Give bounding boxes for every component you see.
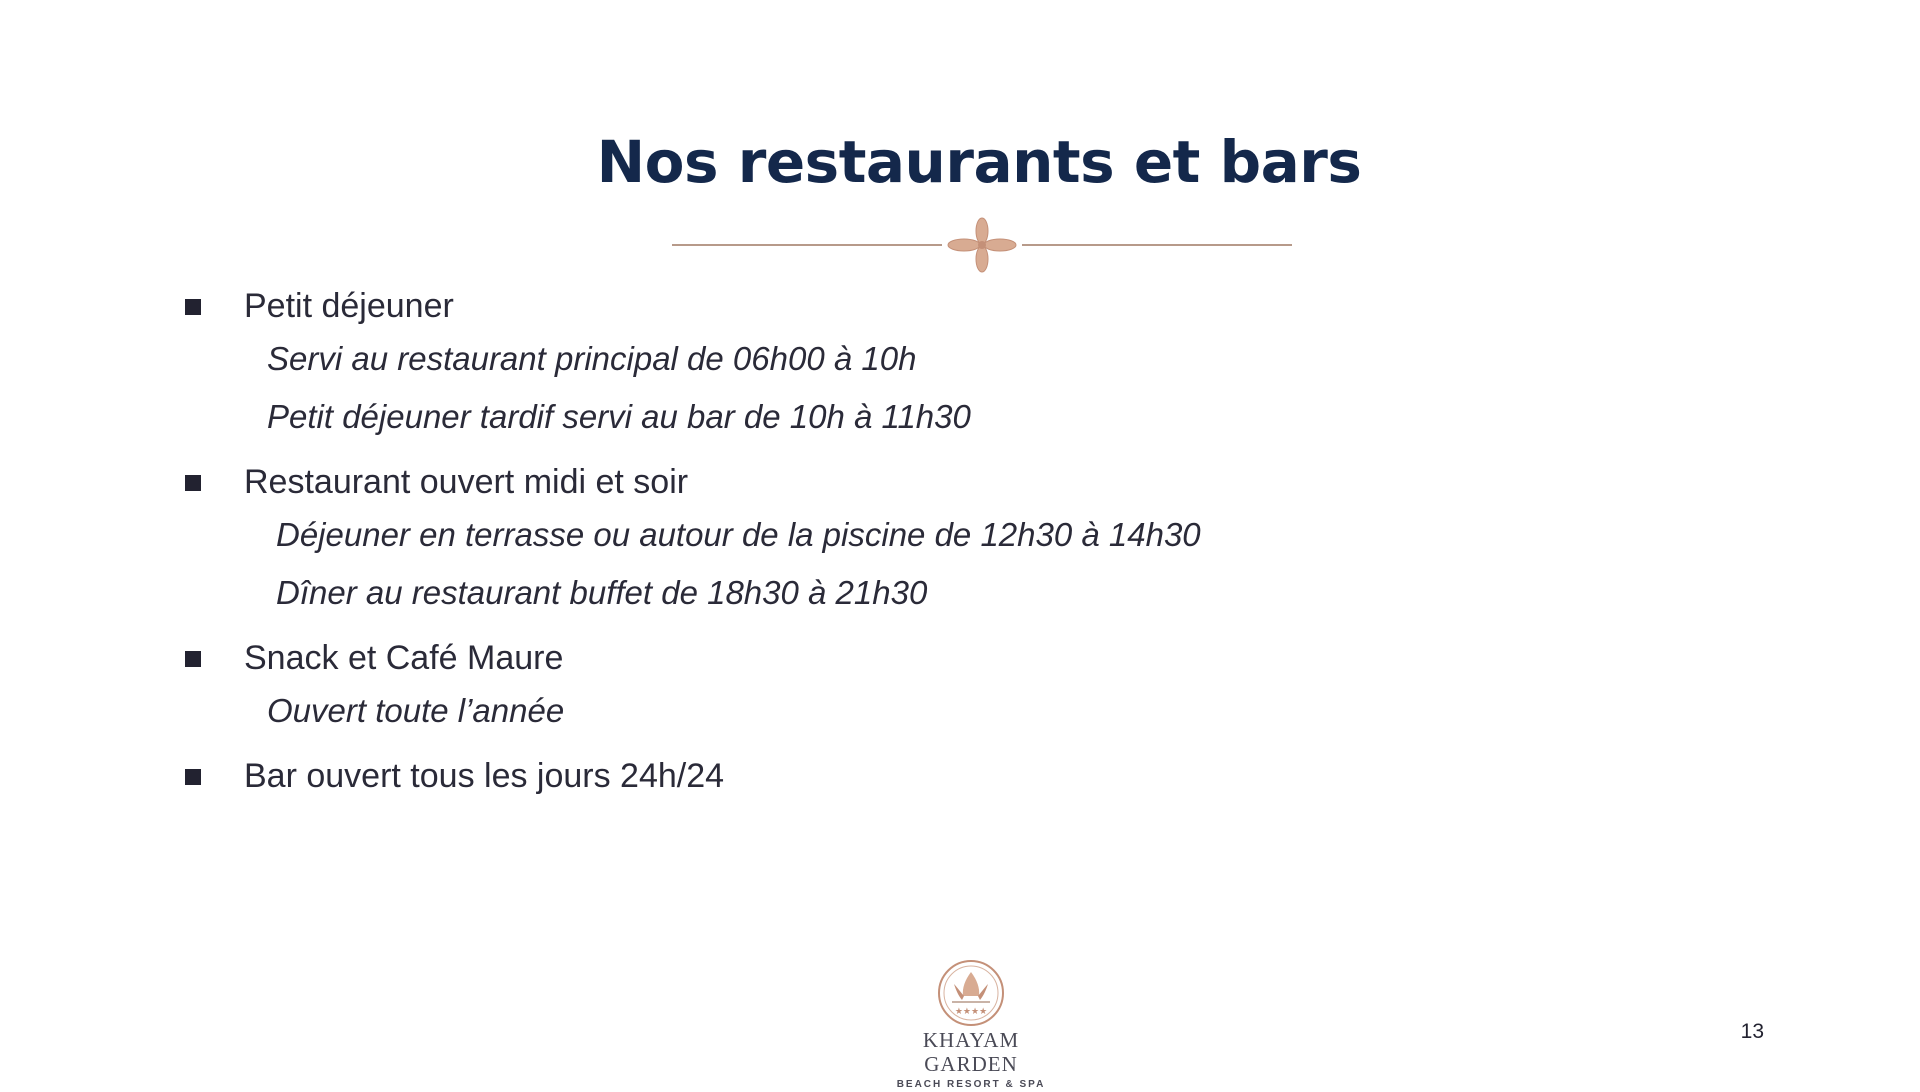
list-item-restaurant	[181, 458, 1681, 506]
list-item-petit-dejeuner	[181, 282, 1681, 330]
list-item-heading: Restaurant ouvert midi et soir	[244, 463, 689, 501]
list-item-heading: Petit déjeuner	[244, 287, 454, 325]
list-item-detail: Ouvert toute l’année	[267, 692, 565, 729]
list-item-detail: Petit déjeuner tardif servi au bar de 10h à 11h30	[267, 398, 971, 435]
square-bullet-icon	[185, 299, 201, 315]
square-bullet-icon	[185, 651, 201, 667]
logo-tagline: BEACH RESORT & SPA	[896, 1079, 1046, 1090]
list-item-bar	[181, 752, 1681, 800]
list-item-heading: Bar ouvert tous les jours 24h/24	[244, 757, 725, 795]
square-bullet-icon	[185, 475, 201, 491]
list-item-heading: Snack et Café Maure	[244, 639, 564, 677]
list-item-detail: Dîner au restaurant buffet de 18h30 à 21h30	[276, 574, 928, 611]
khayam-garden-logo-icon	[934, 960, 1008, 1026]
content-list	[181, 282, 1681, 800]
ornamental-divider	[672, 218, 1292, 272]
svg-text:★★★★: ★★★★	[954, 1007, 988, 1017]
list-item-detail: Servi au restaurant principal de 06h00 à 10h	[267, 340, 917, 377]
page-number: 13	[1740, 1020, 1764, 1043]
list-item-detail: Déjeuner en terrasse ou autour de la piscine de 12h30 à 14h30	[276, 516, 1201, 553]
slide-title: Nos restaurants et bars	[596, 128, 1362, 196]
square-bullet-icon	[185, 769, 201, 785]
logo-name: KHAYAM GARDEN	[922, 1028, 1020, 1076]
footer-logo	[876, 960, 1066, 1090]
list-item-snack	[181, 634, 1681, 682]
